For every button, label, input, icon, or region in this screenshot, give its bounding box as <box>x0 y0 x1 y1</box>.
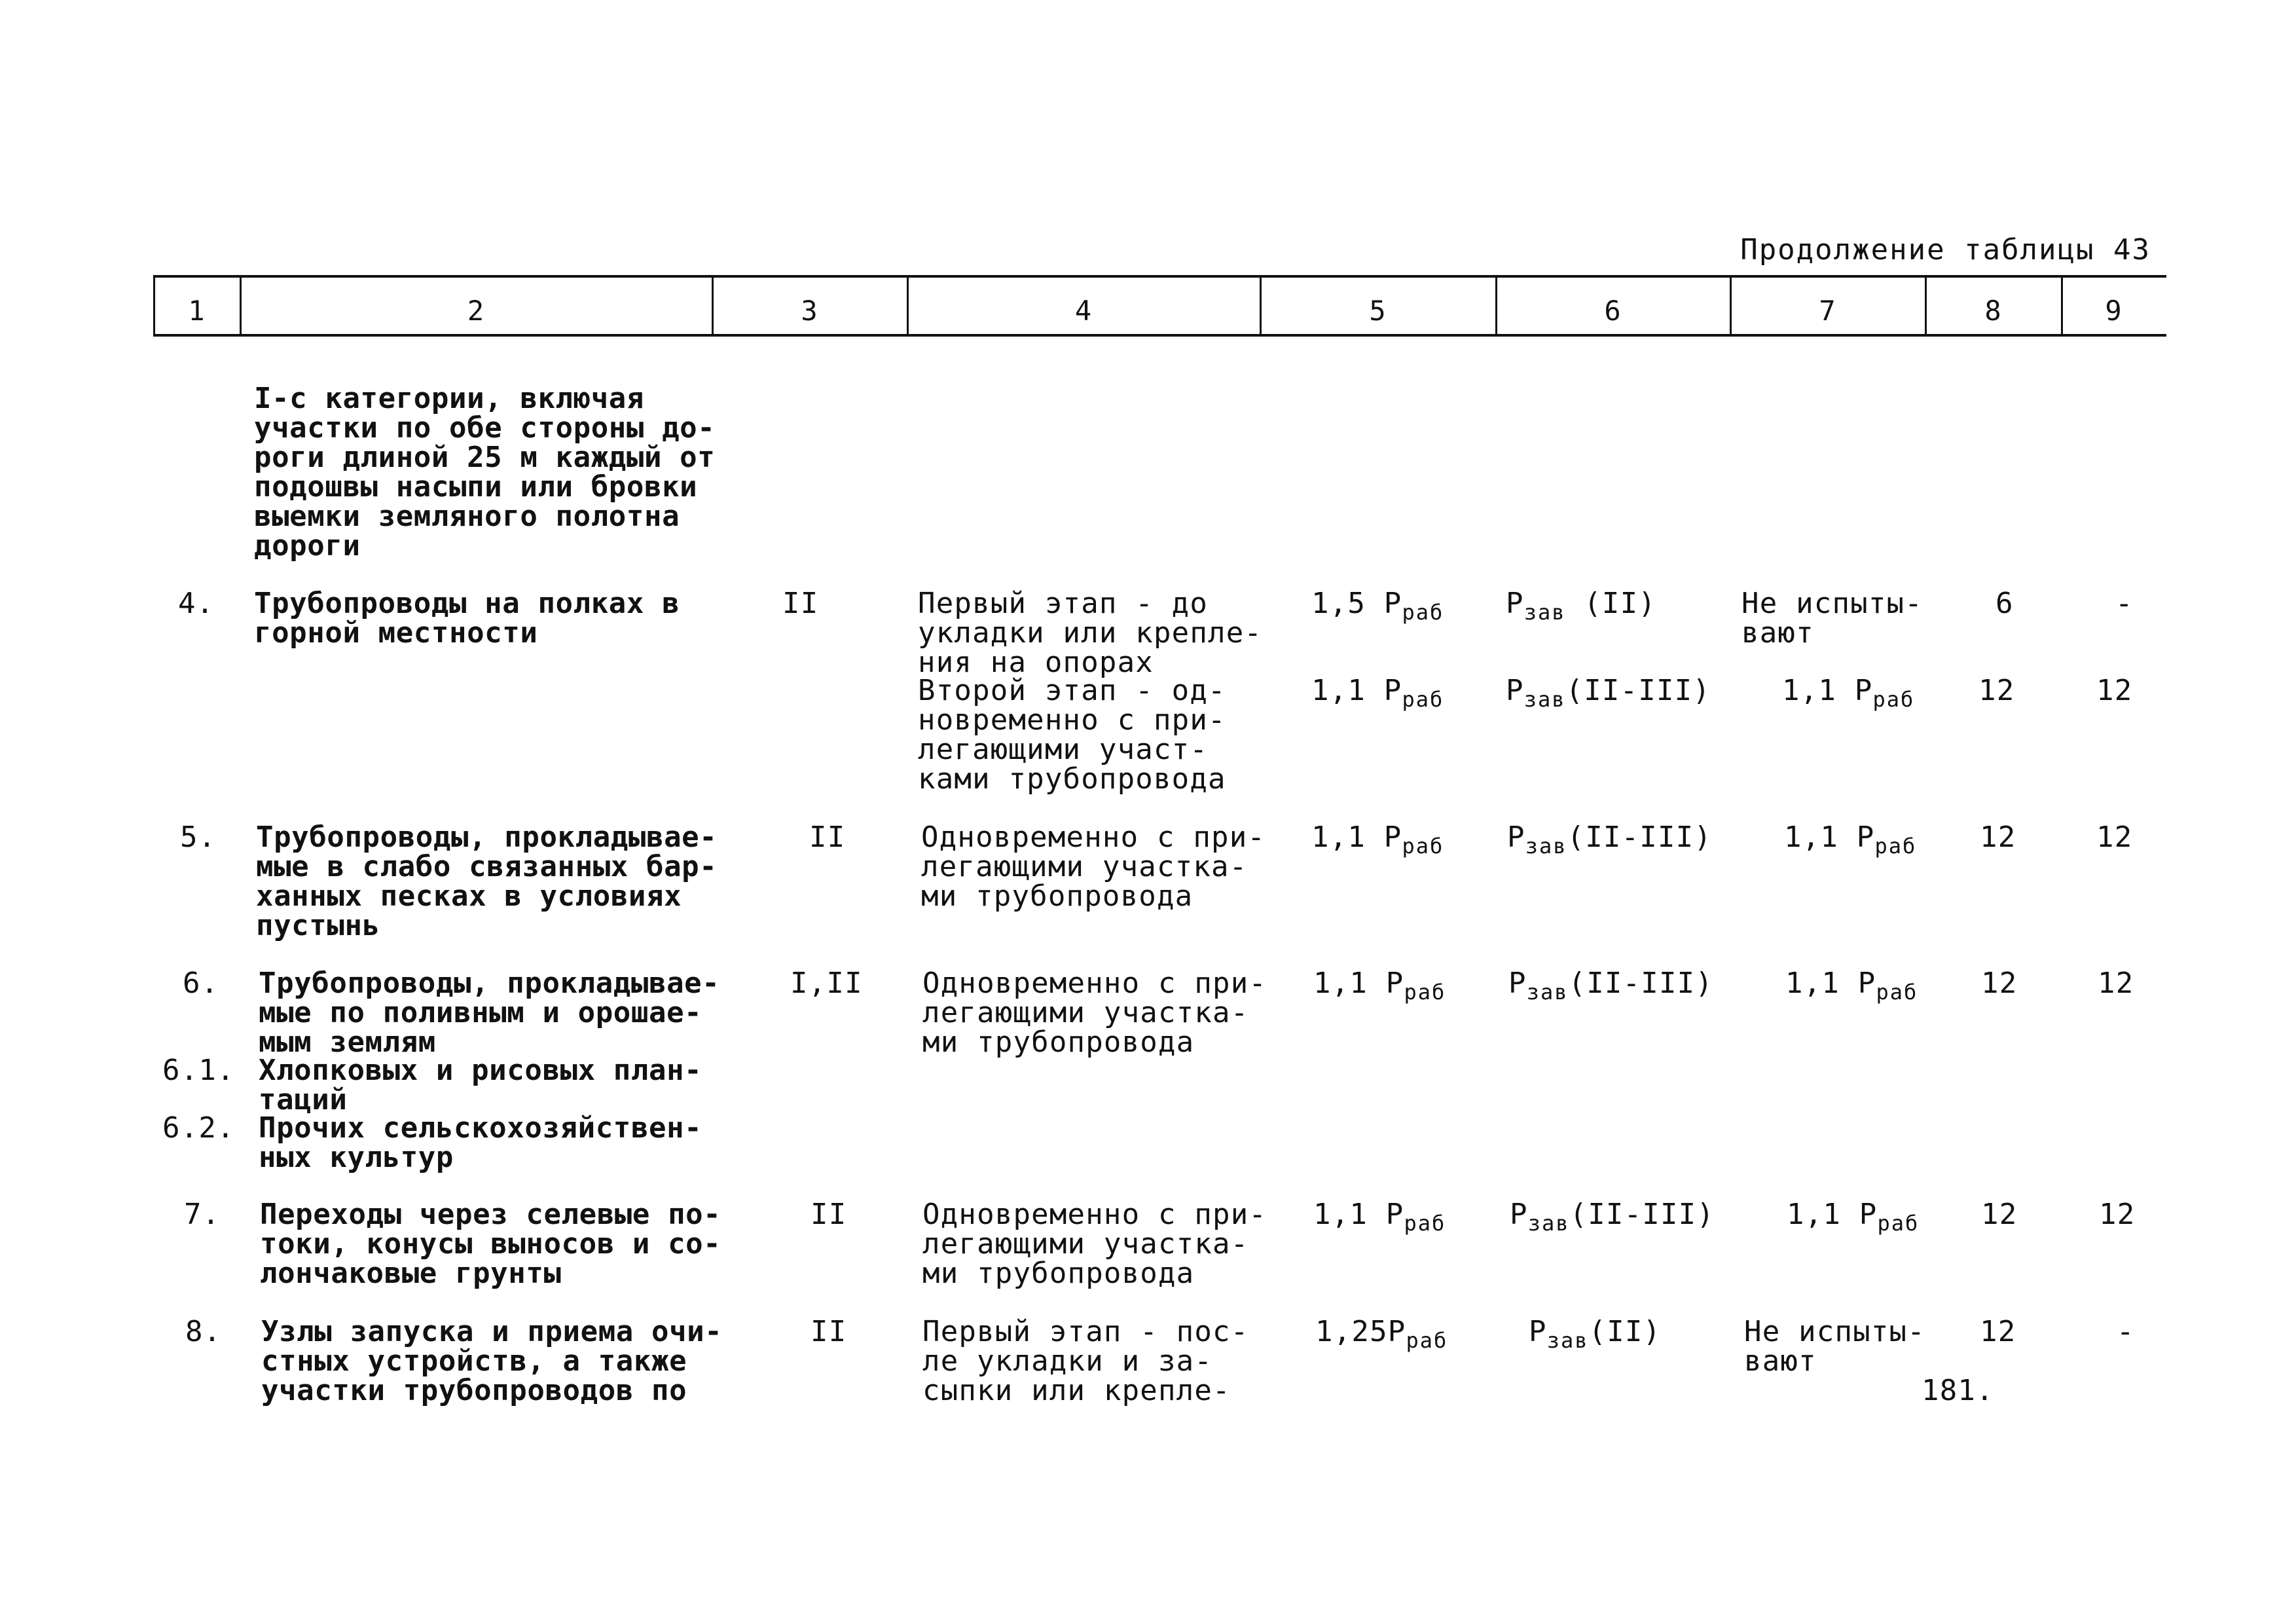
test-pressure-strength: 1,1 $P_{раб}$ <box>1311 674 1444 712</box>
header-col-1: 1 <box>188 295 205 327</box>
test-pressure-tightness: 1,1 $P_{раб}$ <box>1784 821 1917 858</box>
test-pressure-tightness: Не испыты- вают <box>1744 1315 1925 1378</box>
test-pressure-factory: $P_{зав}(II)$ <box>1529 1315 1662 1353</box>
test-pressure-factory: $P_{зав}$ (II) <box>1506 587 1656 625</box>
header-col-3: 3 <box>801 295 818 327</box>
header-col-9: 9 <box>2105 295 2122 327</box>
duration-tightness: 12 <box>2096 821 2133 854</box>
table-header-rule <box>153 334 2166 337</box>
test-pressure-strength: 1,1 $P_{раб}$ <box>1313 967 1446 1005</box>
continuation-text: I-с категории, включая участки по обе стороны до- роги длиной 25 м каждый от подошвы насыпи или бровки выемки земляного полотна дороги <box>254 382 716 563</box>
duration-strength: 12 <box>1981 1198 2018 1231</box>
header-col-6: 6 <box>1604 295 1621 327</box>
row-category: I,II <box>790 967 863 1000</box>
duration-tightness: 12 <box>2096 674 2133 707</box>
header-col-4: 4 <box>1074 295 1092 327</box>
row-category: II <box>782 587 819 620</box>
row-number: 8. <box>185 1315 222 1348</box>
duration-strength: 12 <box>1981 967 2018 1000</box>
duration-strength: 12 <box>1980 1315 2016 1348</box>
stage-description: Первый этап - пос- ле укладки и за- сыпки или крепле- <box>922 1315 1249 1407</box>
test-pressure-strength: 1,1 $P_{раб}$ <box>1313 1198 1446 1236</box>
duration-strength: 6 <box>1995 587 2014 620</box>
duration-tightness: - <box>2117 1315 2135 1348</box>
test-pressure-tightness: 1,1 $P_{раб}$ <box>1787 1198 1920 1236</box>
test-pressure-factory: $P_{зав}(II-III)$ <box>1508 967 1714 1005</box>
header-col-8: 8 <box>1984 295 2001 327</box>
stage-description: Первый этап - до укладки или крепле- ния на опорах <box>918 587 1263 679</box>
test-pressure-factory: $P_{зав}(II-III)$ <box>1506 674 1711 712</box>
test-pressure-tightness: 1,1 $P_{раб}$ <box>1782 674 1915 712</box>
header-col-2: 2 <box>467 295 484 327</box>
stage-description: Второй этап - од- новременно с при- легающими участ- ками трубопровода <box>918 674 1226 796</box>
row-category: II <box>811 1198 847 1231</box>
test-pressure-strength: 1,5 $P_{раб}$ <box>1311 587 1444 625</box>
row-name: Трубопроводы, прокладывае- мые в слабо связанных бар- ханных песках в условиях пустынь <box>256 821 718 942</box>
subrow-number: 6.2. <box>162 1111 235 1145</box>
subrow-name: Хлопковых и рисовых план- таций <box>259 1054 702 1116</box>
test-pressure-factory: $P_{зав}(II-III)$ <box>1510 1198 1715 1236</box>
table-caption: Продолжение таблицы 43 <box>1740 233 2151 267</box>
row-name: Трубопроводы на полках в горной местности <box>254 587 680 650</box>
test-pressure-tightness: Не испыты- вают <box>1741 587 1923 650</box>
header-col-7: 7 <box>1819 295 1836 327</box>
row-name: Трубопроводы, прокладывае- мые по поливным и орошае- мым землям <box>259 967 720 1059</box>
duration-strength: 12 <box>1978 674 2015 707</box>
stage-description: Одновременно с при- легающими участка- ми трубопровода <box>922 1198 1267 1290</box>
header-col-5: 5 <box>1369 295 1386 327</box>
row-number: 6. <box>183 967 219 1000</box>
test-pressure-strength: 1,1 $P_{раб}$ <box>1311 821 1444 858</box>
duration-tightness: 12 <box>2098 967 2134 1000</box>
row-number: 4. <box>178 587 215 620</box>
subrow-name: Прочих сельскохозяйствен- ных культур <box>259 1111 702 1174</box>
row-name: Переходы через селевые по- токи, конусы выносов и со- лончаковые грунты <box>260 1198 721 1290</box>
test-pressure-strength: $1,25P_{раб}$ <box>1315 1315 1448 1353</box>
test-pressure-factory: $P_{зав}(II-III)$ <box>1507 821 1713 858</box>
row-category: II <box>809 821 846 854</box>
test-pressure-tightness: 1,1 $P_{раб}$ <box>1785 967 1918 1005</box>
page-number: 181. <box>1922 1374 1994 1407</box>
table-top-rule <box>153 275 2166 278</box>
stage-description: Одновременно с при- легающими участка- ми трубопровода <box>922 967 1267 1059</box>
row-number: 7. <box>184 1198 221 1231</box>
duration-tightness: - <box>2115 587 2134 620</box>
duration-strength: 12 <box>1980 821 2016 854</box>
subrow-number: 6.1. <box>162 1054 235 1087</box>
row-name: Узлы запуска и приема очи- стных устройств, а также участки трубопроводов по <box>261 1315 723 1407</box>
row-number: 5. <box>180 821 217 854</box>
duration-tightness: 12 <box>2099 1198 2136 1231</box>
row-category: II <box>811 1315 847 1348</box>
stage-description: Одновременно с при- легающими участка- ми трубопровода <box>921 821 1266 913</box>
